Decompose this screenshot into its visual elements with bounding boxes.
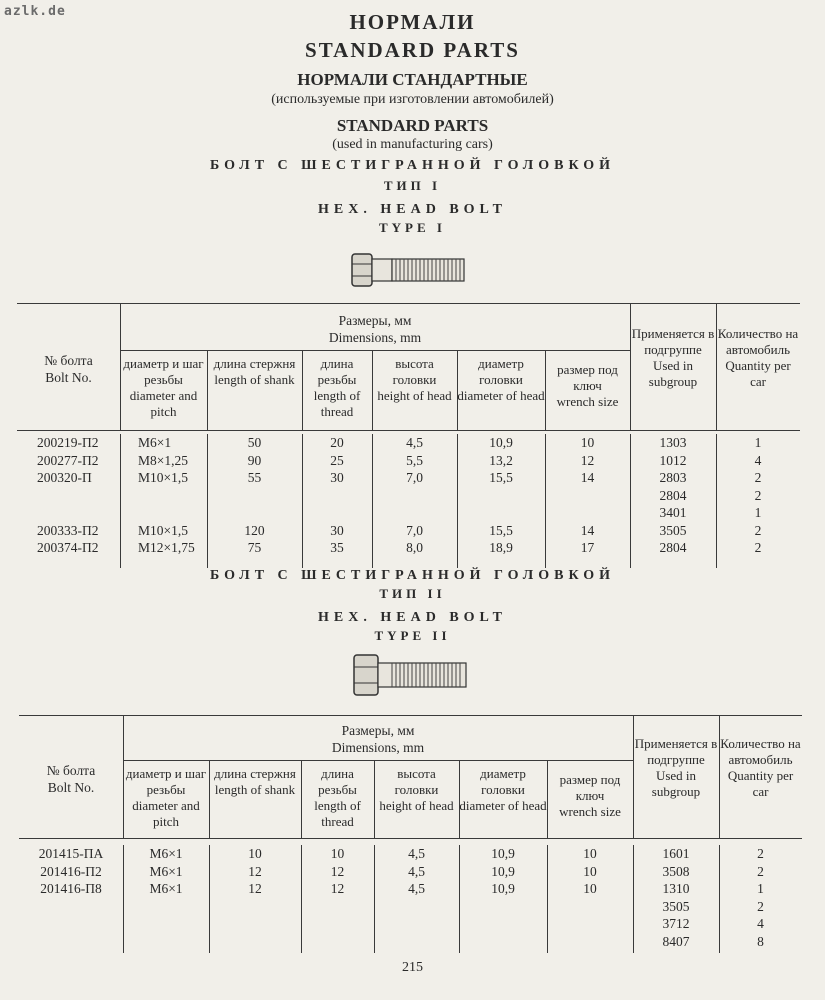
- cell-shank: 10: [248, 846, 262, 861]
- col-thread-en-2: length of thread: [314, 798, 361, 829]
- cell-sub: 2804: [659, 487, 687, 503]
- section1-title-en: HEX. HEAD BOLT: [318, 202, 507, 217]
- bolt-no-label-en: Bolt No.: [45, 370, 92, 385]
- section2-title-ru: БОЛТ С ШЕСТИГРАННОЙ ГОЛОВКОЙ: [209, 568, 616, 583]
- col-used-en-2: Used in subgroup: [651, 768, 701, 799]
- cell-head: 4,5: [408, 881, 425, 896]
- cell-qty: 2: [754, 470, 762, 485]
- dims-label-en-2: Dimensions, mm: [331, 740, 425, 755]
- page-title-en: STANDARD PARTS: [305, 38, 520, 62]
- cell-no: 201415-ПА: [38, 846, 104, 861]
- col-head-ru-2: высота головки: [394, 766, 439, 797]
- dims-label-ru: Размеры, мм: [338, 313, 412, 328]
- section2-type-en: TYPE II: [374, 628, 451, 643]
- cell-no: 201416-П2: [40, 863, 102, 879]
- dims-label-en: Dimensions, mm: [328, 330, 422, 345]
- cell-dia: М10×1,5: [138, 522, 188, 538]
- cell-thread: 12: [330, 881, 345, 896]
- cell-sub: 1601: [662, 846, 690, 861]
- cell-dia: М12×1,75: [138, 540, 195, 555]
- cell-head: [372, 487, 457, 505]
- bolt-no-label-ru: № болта: [44, 353, 93, 368]
- cell-qty: 4: [757, 916, 764, 931]
- cell-headdia: 15,5: [489, 470, 513, 485]
- table1-header: [17, 303, 800, 431]
- col-diameter-ru: диаметр и шаг резьбы: [123, 356, 204, 387]
- subtitle-en: STANDARD PARTS: [336, 116, 489, 135]
- bolt-no-label-ru-2: № болта: [46, 763, 96, 778]
- cell-head: 4,5: [408, 846, 425, 861]
- cell-wrench: 10: [580, 435, 595, 450]
- col-head-en: height of head: [377, 388, 452, 403]
- table1-body: [17, 434, 800, 568]
- cell-qty: 1: [757, 881, 764, 896]
- cell-sub: 3505: [659, 522, 687, 538]
- cell-wrench: 17: [580, 540, 595, 555]
- col-head-en-2: height of head: [379, 798, 454, 813]
- cell-qty: 2: [754, 487, 762, 503]
- cell-shank: 120: [244, 522, 265, 538]
- col-head-ru: высота головки: [392, 356, 437, 387]
- col-wrench-ru: размер под ключ: [557, 362, 618, 393]
- col-used-ru: Применяется в подгруппе: [631, 326, 715, 357]
- cell-sub: 1012: [659, 452, 687, 468]
- page-number: 215: [402, 960, 423, 975]
- cell-sub: 3401: [659, 505, 687, 520]
- section1-type-en: TYPE I: [379, 220, 446, 235]
- col-wrench-ru-2: размер под ключ: [559, 772, 621, 803]
- cell-head: 7,0: [406, 470, 423, 485]
- cell-thread: 30: [330, 470, 344, 485]
- col-wrench-en-2: wrench size: [559, 804, 621, 819]
- cell-no: 200374-П2: [37, 540, 99, 555]
- cell-sub: 2804: [659, 540, 687, 555]
- cell-shank: 12: [248, 863, 262, 879]
- section1-type-ru: ТИП I: [383, 178, 442, 193]
- cell-wrench: 12: [580, 452, 595, 468]
- col-wrench-en: wrench size: [556, 394, 619, 409]
- cell-qty: 1: [754, 435, 762, 450]
- cell-thread: 30: [330, 522, 344, 538]
- col-shank-en-2: length of shank: [214, 782, 296, 797]
- cell-shank: 12: [248, 881, 262, 896]
- cell-head: 5,5: [406, 452, 423, 468]
- cell-wrench: [545, 504, 630, 522]
- cell-no: 200320-П: [37, 470, 92, 485]
- cell-headdia: 13,2: [489, 452, 513, 468]
- watermark: azlk.de: [4, 4, 66, 19]
- cell-dia: М6×1: [149, 863, 183, 879]
- col-qty-ru-2: Количество на автомобиль: [720, 736, 801, 767]
- section2-type-ru: ТИП II: [379, 586, 446, 601]
- cell-dia: М6×1: [149, 881, 183, 896]
- cell-sub: 1310: [662, 881, 690, 896]
- cell-wrench: [545, 487, 630, 505]
- col-diameter-ru-2: диаметр и шаг резьбы: [125, 766, 207, 797]
- cell-head: 4,5: [406, 435, 423, 450]
- cell-thread: 25: [330, 452, 344, 468]
- cell-head: [372, 504, 457, 522]
- cell-wrench: 10: [583, 863, 597, 879]
- col-used-ru-2: Применяется в подгруппе: [634, 736, 718, 767]
- cell-thread: [302, 504, 372, 522]
- cell-dia: М6×1: [149, 846, 183, 861]
- cell-qty: 2: [754, 522, 762, 538]
- col-qty-en-2: Quantity per car: [727, 768, 794, 799]
- cell-shank: [207, 504, 302, 522]
- page-title-ru: НОРМАЛИ: [349, 10, 476, 34]
- cell-shank: 90: [247, 452, 262, 468]
- cell-no: 201416-П8: [40, 881, 102, 896]
- cell-thread: 20: [330, 435, 344, 450]
- cell-thread: 12: [330, 863, 345, 879]
- cell-headdia: 10,9: [491, 863, 515, 879]
- cell-head: 7,0: [406, 522, 423, 538]
- subtitle-en-note: (used in manufacturing cars): [332, 137, 493, 152]
- cell-sub: 3505: [662, 898, 690, 914]
- cell-headdia: [457, 504, 545, 522]
- cell-qty: 4: [754, 452, 762, 468]
- table2-header: [19, 715, 802, 839]
- cell-qty: 2: [754, 540, 762, 555]
- col-shank-en: length of shank: [214, 372, 295, 387]
- col-thread-ru-2: длина резьбы: [318, 766, 357, 797]
- subtitle-ru-note: (используемые при изготовлении автомобилей): [271, 92, 554, 107]
- bolt-type1-illustration: [350, 250, 468, 290]
- table2-body: [19, 845, 802, 953]
- cell-headdia: 15,5: [489, 522, 513, 538]
- bolt-type2-illustration: [352, 652, 470, 698]
- col-shank-ru-2: длина стержня: [214, 766, 296, 781]
- section2-title-en: HEX. HEAD BOLT: [318, 610, 507, 625]
- col-thread-en: length of thread: [313, 388, 361, 419]
- col-headdia-ru: диаметр головки: [478, 356, 524, 387]
- col-used-en: Used in subgroup: [648, 358, 698, 389]
- cell-shank: 50: [247, 435, 262, 450]
- cell-qty: 1: [754, 505, 762, 520]
- cell-wrench: 10: [583, 846, 597, 861]
- dims-label-ru-2: Размеры, мм: [341, 723, 415, 738]
- cell-headdia: [457, 487, 545, 505]
- cell-qty: 2: [757, 863, 764, 879]
- cell-dia: М8×1,25: [138, 452, 188, 468]
- cell-wrench: 10: [583, 881, 597, 896]
- cell-dia: М6×1: [138, 435, 172, 450]
- cell-headdia: 10,9: [491, 881, 515, 896]
- cell-thread: 35: [330, 540, 344, 555]
- cell-wrench: 14: [580, 522, 595, 538]
- cell-sub: 3712: [662, 916, 690, 931]
- cell-qty: 2: [757, 898, 764, 914]
- cell-wrench: 14: [580, 470, 595, 485]
- cell-head: 8,0: [406, 540, 423, 555]
- cell-shank: 75: [247, 540, 262, 555]
- col-diameter-en: diameter and pitch: [129, 388, 198, 419]
- cell-thread: 10: [330, 846, 345, 861]
- cell-shank: [207, 487, 302, 505]
- cell-sub: 8407: [662, 933, 690, 949]
- cell-thread: [302, 487, 372, 505]
- col-headdia-ru-2: диаметр головки: [480, 766, 526, 797]
- cell-sub: 2803: [659, 470, 687, 485]
- col-headdia-en-2: diameter of head: [459, 798, 547, 813]
- cell-headdia: 10,9: [489, 435, 513, 450]
- cell-qty: 8: [757, 933, 764, 949]
- cell-headdia: 10,9: [491, 846, 515, 861]
- cell-no: 200277-П2: [37, 452, 99, 468]
- section1-title-ru: БОЛТ С ШЕСТИГРАННОЙ ГОЛОВКОЙ: [209, 158, 616, 173]
- subtitle-ru: НОРМАЛИ СТАНДАРТНЫЕ: [297, 70, 528, 89]
- col-shank-ru: длина стержня: [213, 356, 296, 371]
- cell-sub: 3508: [662, 863, 690, 879]
- col-thread-ru: длина резьбы: [317, 356, 357, 387]
- col-qty-en: Quantity per car: [725, 358, 791, 389]
- cell-no: 200333-П2: [37, 522, 99, 538]
- col-headdia-en: diameter of head: [457, 388, 545, 403]
- cell-no: 200219-П2: [37, 435, 99, 450]
- bolt-no-label-en-2: Bolt No.: [47, 780, 95, 795]
- col-diameter-en-2: diameter and pitch: [132, 798, 200, 829]
- cell-shank: 55: [247, 470, 262, 485]
- cell-head: 4,5: [408, 863, 425, 879]
- col-qty-ru: Количество на автомобиль: [717, 326, 799, 357]
- cell-sub: 1303: [659, 435, 687, 450]
- cell-qty: 2: [757, 846, 764, 861]
- cell-headdia: 18,9: [489, 540, 513, 555]
- cell-dia: М10×1,5: [138, 470, 188, 485]
